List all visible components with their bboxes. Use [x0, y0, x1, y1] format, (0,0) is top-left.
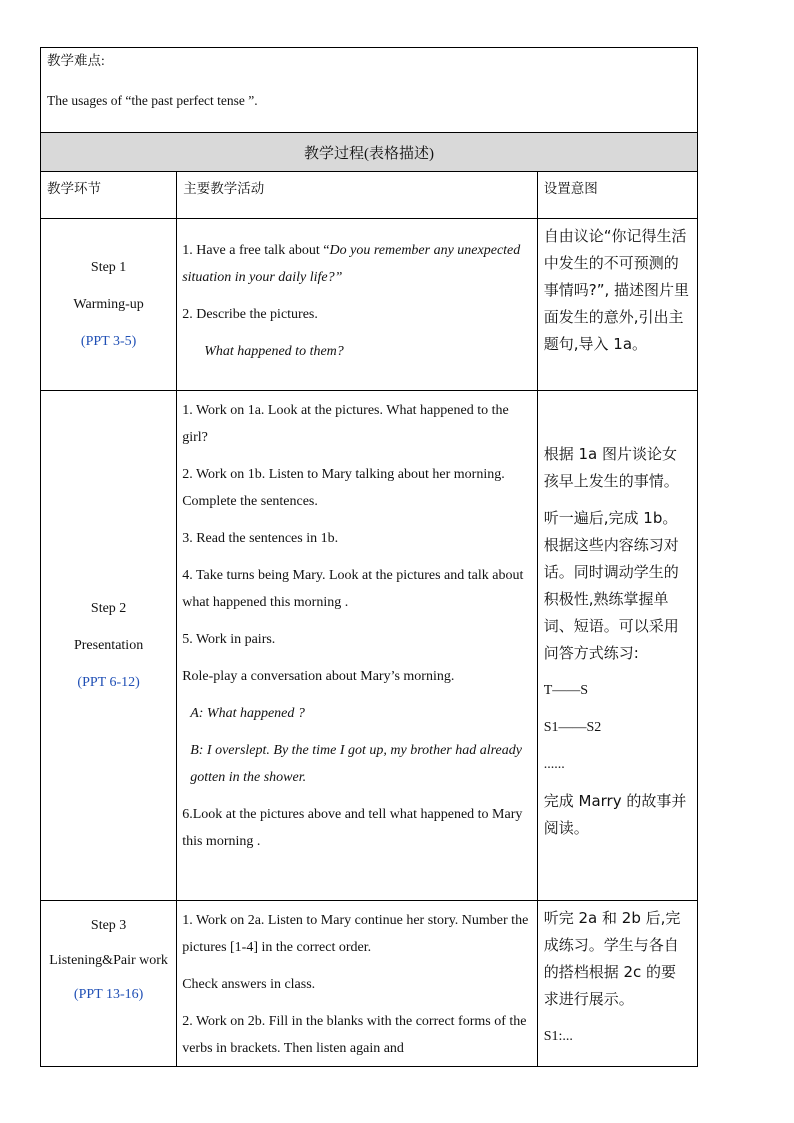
activity-item: [182, 338, 532, 365]
intent-cell: [537, 391, 697, 901]
intent-text: ......: [543, 757, 565, 772]
intent-text: S1——S2: [543, 720, 602, 735]
activity-item: 2. Work on 2b. Fill in the blanks with the correct forms of the verbs in brackets. Then listen again and: [182, 1014, 527, 1056]
activity-item: 2. Describe the pictures.: [182, 307, 318, 322]
step-name: Step 3: [90, 918, 127, 933]
activities-cell: [177, 901, 538, 1067]
activities-cell: [177, 219, 538, 391]
activity-question: What happened to them?: [204, 344, 344, 359]
activity-item: [182, 737, 532, 791]
step-ppt: (PPT 6-12): [77, 675, 140, 690]
step-name: Step 1: [90, 260, 127, 275]
intent-text: S1:...: [543, 1029, 573, 1044]
activity-item: 1. Work on 2a. Listen to Mary continue her story. Number the pictures [1-4] in the correct order.: [182, 913, 529, 955]
intent-text: 根据 1a 图片谈论女孩早上发生的事情。: [543, 445, 679, 490]
activity-item: 6.Look at the pictures above and tell what happened to Mary this morning .: [182, 807, 523, 849]
step-stage-cell: [41, 219, 177, 391]
dialogue-line-a: A: What happened ?: [190, 706, 305, 721]
intent-text: 完成 Marry 的故事并阅读。: [543, 792, 687, 837]
intent-text: 听一遍后,完成 1b。根据这些内容练习对话。同时调动学生的积极性,熟练掌握单词、短语。可以采用问答方式练习:: [543, 509, 679, 662]
step-name: Step 2: [90, 601, 127, 616]
step-row: [41, 901, 698, 1067]
difficulty-content: The usages of “the past perfect tense ”.: [47, 93, 258, 108]
activity-item: Check answers in class.: [182, 977, 316, 992]
step-row: [41, 391, 698, 901]
intent-text: T——S: [543, 683, 589, 698]
teaching-difficulty-cell: [41, 48, 698, 133]
intent-cell: [537, 219, 697, 391]
activity-text: 1. Have a free talk about “: [182, 243, 330, 258]
activity-item: [182, 237, 532, 291]
lesson-plan-table: [40, 47, 698, 1067]
process-title: 教学过程(表格描述): [41, 133, 698, 172]
activity-item: 2. Work on 1b. Listen to Mary talking about her morning. Complete the sentences.: [182, 467, 505, 509]
activity-item: [182, 700, 532, 727]
header-activities: 主要教学活动: [177, 172, 538, 219]
activity-item: 4. Take turns being Mary. Look at the pictures and talk about what happened this morning .: [182, 568, 524, 610]
activities-cell: [177, 391, 538, 901]
activity-item: 3. Read the sentences in 1b.: [182, 531, 339, 546]
intent-text: 听完 2a 和 2b 后,完成练习。学生与各自的搭档根据 2c 的要求进行展示。: [543, 909, 681, 1008]
header-intent: 设置意图: [537, 172, 697, 219]
intent-text: 自由议论“你记得生活中发生的不可预测的事情吗?”, 描述图片里面发生的意外,引出主题句,导入 1a。: [543, 227, 690, 353]
step-ppt: (PPT 13-16): [73, 987, 144, 1002]
step-stage-cell: [41, 901, 177, 1067]
step-stage: Presentation: [73, 638, 144, 653]
header-stage: 教学环节: [41, 172, 177, 219]
step-stage: Warming-up: [73, 297, 144, 312]
intent-cell: [537, 901, 697, 1067]
step-stage: Listening&Pair work: [49, 953, 168, 968]
activity-question: Do you remember any unexpected situation in your daily life?”: [182, 243, 521, 285]
activity-item: 1. Work on 1a. Look at the pictures. What happened to the girl?: [182, 403, 509, 445]
activity-item: Role-play a conversation about Mary’s morning.: [182, 669, 455, 684]
step-stage-cell: [41, 391, 177, 901]
dialogue-line-b: B: I overslept. By the time I got up, my brother had already gotten in the shower.: [190, 743, 522, 785]
activity-item: 5. Work in pairs.: [182, 632, 276, 647]
step-ppt: (PPT 3-5): [80, 334, 137, 349]
step-row: [41, 219, 698, 391]
difficulty-label: 教学难点:: [47, 53, 105, 68]
